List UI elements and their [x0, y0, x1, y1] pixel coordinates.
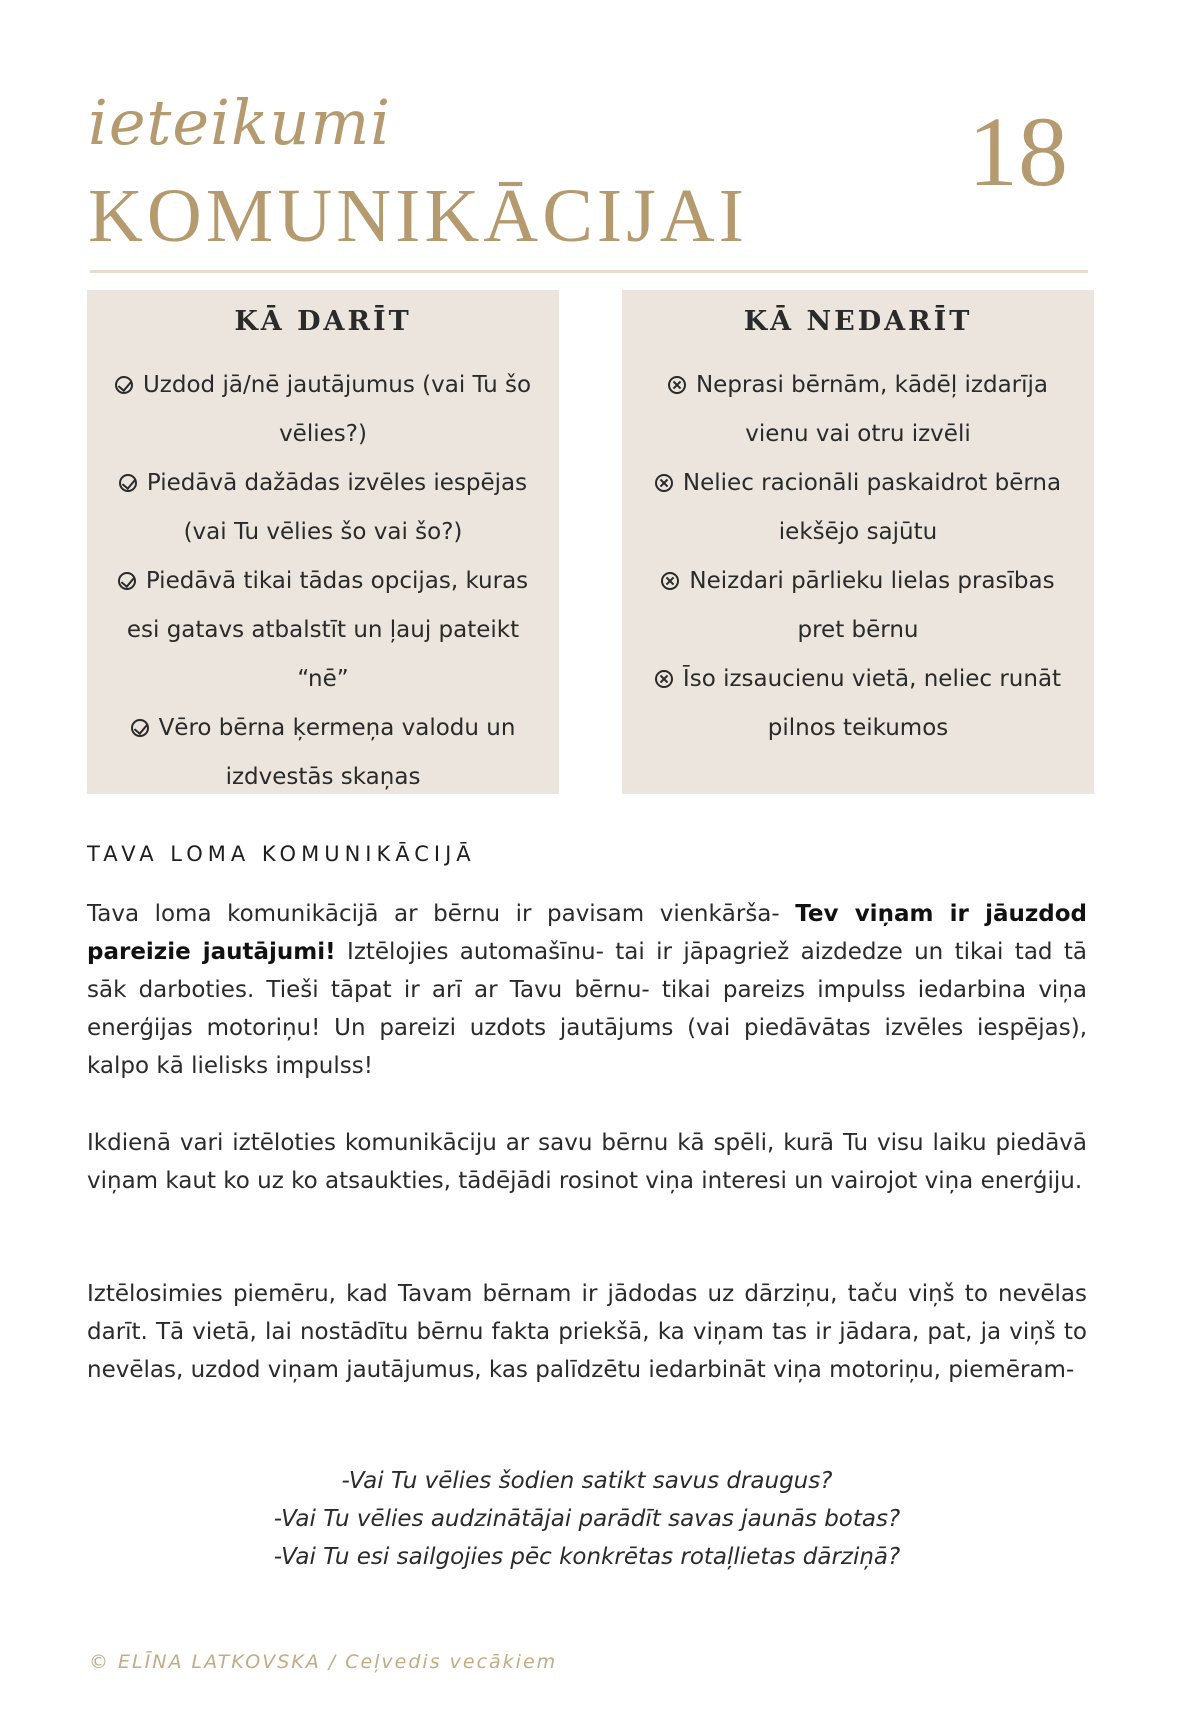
paragraph-role-bold: Tev viņam ir jāuzdod pareizie jautājumi!	[87, 901, 1088, 965]
header-divider	[90, 270, 1088, 273]
dont-item-text: Īso izsaucienu vietā, neliec runāt pilnos teikumos	[682, 666, 1062, 741]
check-circle-icon	[131, 719, 149, 737]
dont-list-item	[642, 557, 1074, 655]
do-list	[87, 361, 559, 802]
dont-box	[622, 290, 1094, 794]
dont-item-text: Neliec racionāli paskaidrot bērna iekšējo sajūtu	[682, 470, 1062, 545]
example-question: -Vai Tu esi sailgojies pēc konkrētas rotaļlietas dārziņā?	[273, 1544, 901, 1570]
do-box-heading: KĀ DARĪT	[234, 306, 412, 337]
do-box	[87, 290, 559, 794]
footer-credit: © ELĪNA LATKOVSKA / Ceļvedis vecākiem	[89, 1651, 558, 1673]
do-item-text: Piedāvā dažādas izvēles iespējas (vai Tu vēlies šo vai šo?)	[146, 470, 528, 545]
title-script: ieteikumi	[88, 86, 392, 159]
do-list-item	[107, 704, 539, 802]
page-number: 18	[968, 96, 1068, 207]
do-item-text: Piedāvā tikai tādas opcijas, kuras esi gatavs atbalstīt un ļauj pateikt “nē”	[126, 568, 529, 692]
dont-item-text: Neizdari pārlieku lielas prasības pret bērnu	[689, 568, 1055, 643]
check-circle-icon	[118, 572, 136, 590]
x-circle-icon	[668, 376, 686, 394]
check-circle-icon	[115, 376, 133, 394]
do-list-item	[107, 459, 539, 557]
paragraph-role	[87, 895, 1087, 1085]
x-circle-icon	[661, 572, 679, 590]
dont-item-text: Neprasi bērnām, kādēļ izdarīja vienu vai otru izvēli	[695, 372, 1049, 447]
do-list-item	[107, 361, 539, 459]
do-list-item	[107, 557, 539, 704]
dont-list-item	[642, 459, 1074, 557]
paragraph-role-start: Tava loma komunikācijā ar bērnu ir pavisam vienkārša-	[87, 901, 796, 927]
dont-list-item	[642, 361, 1074, 459]
dont-list	[622, 361, 1094, 753]
do-item-text: Uzdod jā/nē jautājumus (vai Tu šo vēlies?)	[142, 372, 532, 447]
section-title: TAVA LOMA KOMUNIKĀCIJĀ	[87, 842, 476, 866]
x-circle-icon	[655, 474, 673, 492]
paragraph-game: Ikdienā vari iztēloties komunikāciju ar savu bērnu kā spēli, kurā Tu visu laiku piedāvā viņam kaut ko uz ko atsaukties, tādējādi rosinot viņa interesi un vairojot viņa enerģiju.	[87, 1130, 1087, 1194]
example-questions	[87, 1462, 1087, 1576]
check-circle-icon	[119, 474, 137, 492]
x-circle-icon	[655, 670, 673, 688]
do-item-text: Vēro bērna ķermeņa valodu un izdvestās skaņas	[158, 715, 516, 790]
dont-list-item	[642, 655, 1074, 753]
example-question: -Vai Tu vēlies audzinātājai parādīt savas jaunās botas?	[273, 1506, 901, 1532]
dont-box-heading: KĀ NEDARĪT	[743, 306, 973, 337]
paragraph-example: Iztēlosimies piemēru, kad Tavam bērnam ir jādodas uz dārziņu, taču viņš to nevēlas darīt. Tā vietā, lai nostādītu bērnu fakta priekšā, ka viņam tas ir jādara, pat, ja viņš to nevēlas, uzdod viņam jautājumus, kas palīdzētu iedarbināt viņa motoriņu, piemēram-	[87, 1281, 1087, 1383]
page-title: KOMUNIKĀCIJAI	[88, 174, 748, 258]
paragraph-role-end: Iztēlojies automašīnu- tai ir jāpagriež aizdedze un tikai tad tā sāk darboties. Tieši tāpat ir arī ar Tavu bērnu- tikai pareizs impulss iedarbina viņa enerģijas motoriņu! Un pareizi uzdots jautājums (vai piedāvātas izvēles iespējas), kalpo kā lielisks impulss!	[87, 939, 1088, 1079]
example-question: -Vai Tu vēlies šodien satikt savus draugus?	[341, 1468, 833, 1494]
